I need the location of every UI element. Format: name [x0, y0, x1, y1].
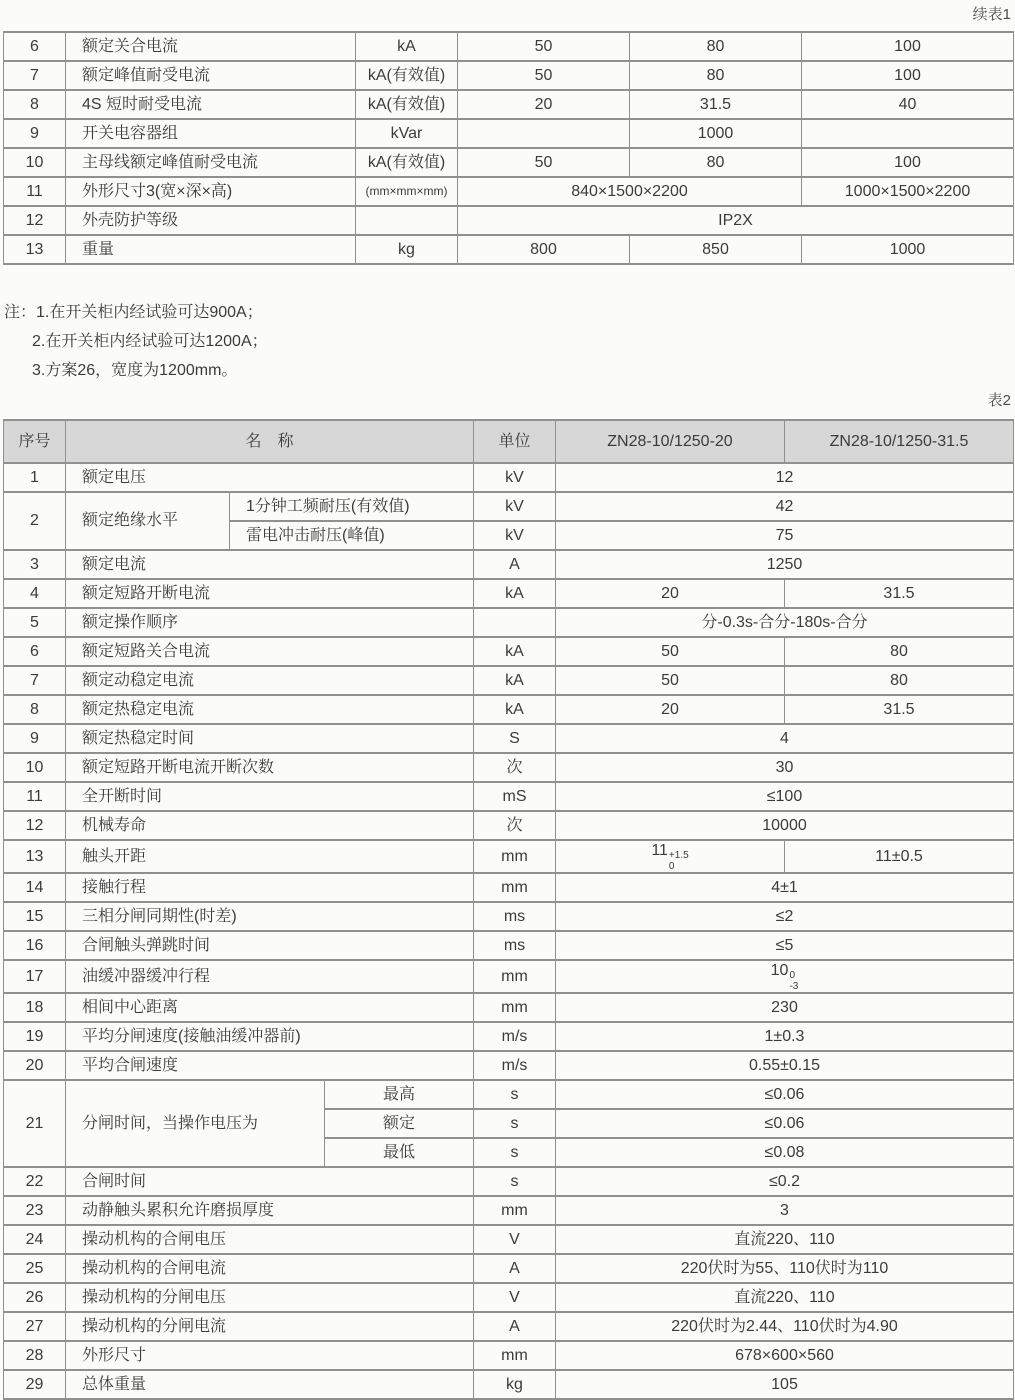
value-cell: 105 [556, 1370, 1014, 1399]
unit-cell: kV [474, 463, 556, 492]
table-row [4, 579, 1014, 608]
name-cell: 外形尺寸 [66, 1341, 474, 1370]
row-index-cell: 1 [4, 463, 66, 492]
table1-body [4, 32, 1014, 264]
value-cell: 220伏时为2.44、110伏时为4.90 [556, 1312, 1014, 1341]
note-line-3: 3.方案26，宽度为1200mm。 [32, 362, 238, 379]
row-index-cell: 29 [4, 1370, 66, 1399]
name-cell: 雷电冲击耐压(峰值) [230, 521, 474, 550]
name-cell: 额定热稳定时间 [66, 724, 474, 753]
note-line-2: 2.在开关柜内经试验可达1200A； [32, 333, 268, 350]
unit-cell: mm [474, 1196, 556, 1225]
unit-cell: mm [474, 960, 556, 993]
value-cell: 840×1500×2200 [458, 177, 802, 206]
row-index-cell: 9 [4, 724, 66, 753]
row-index-cell: 13 [4, 840, 66, 873]
unit-cell: A [474, 550, 556, 579]
row-index-cell: 2 [4, 492, 66, 550]
unit-cell: kA(有效值) [356, 148, 458, 177]
unit-cell: kA(有效值) [356, 90, 458, 119]
note-line-1: 注：1.在开关柜内经试验可达900A； [4, 304, 263, 321]
name-cell: 外形尺寸3(宽×深×高) [66, 177, 356, 206]
value-cell: 42 [556, 492, 1014, 521]
unit-cell: s [474, 1109, 556, 1138]
value-cell: 100 [802, 32, 1014, 61]
unit-cell: mS [474, 782, 556, 811]
name-cell: 操动机构的分闸电流 [66, 1312, 474, 1341]
row-index-cell: 24 [4, 1225, 66, 1254]
name-cell: 三相分闸同期性(时差) [66, 902, 474, 931]
name-cell: 额定热稳定电流 [66, 695, 474, 724]
name-cell: 机械寿命 [66, 811, 474, 840]
name-cell: 油缓冲器缓冲行程 [66, 960, 474, 993]
row-index-cell: 28 [4, 1341, 66, 1370]
value-cell: 12 [556, 463, 1014, 492]
table-row [4, 463, 1014, 492]
value-cell: ≤0.08 [556, 1138, 1014, 1167]
tolerance-stack: +1.5 0 [668, 850, 689, 872]
row-index-cell: 8 [4, 695, 66, 724]
value-cell: ≤0.06 [556, 1109, 1014, 1138]
tolerance-stack: 0 -3 [789, 970, 799, 992]
unit-cell: kA [474, 637, 556, 666]
table-row [4, 960, 1014, 993]
row-index-cell: 11 [4, 782, 66, 811]
row-index-cell: 25 [4, 1254, 66, 1283]
value-cell: 800 [458, 235, 630, 264]
table-row [4, 993, 1014, 1022]
value-cell: 678×600×560 [556, 1341, 1014, 1370]
name-cell: 开关电容器组 [66, 119, 356, 148]
value-cell: 20 [556, 579, 785, 608]
table-row [4, 119, 1014, 148]
row-index-cell: 27 [4, 1312, 66, 1341]
name-cell: 合闸触头弹跳时间 [66, 931, 474, 960]
unit-cell: A [474, 1254, 556, 1283]
value-cell: 1±0.3 [556, 1022, 1014, 1051]
table-row [4, 1080, 1014, 1109]
row-index-cell: 4 [4, 579, 66, 608]
value-cell: 31.5 [630, 90, 802, 119]
value-cell: 分-0.3s-合分-180s-合分 [556, 608, 1014, 637]
table-row [4, 1370, 1014, 1399]
table-row [4, 608, 1014, 637]
value-cell: ≤5 [556, 931, 1014, 960]
name-cell: 合闸时间 [66, 1167, 474, 1196]
value-cell: IP2X [458, 206, 1014, 235]
name-cell: 主母线额定峰值耐受电流 [66, 148, 356, 177]
value-cell: 50 [458, 32, 630, 61]
value-cell: 31.5 [785, 695, 1014, 724]
table-row [4, 550, 1014, 579]
row-index-cell: 12 [4, 206, 66, 235]
unit-cell: mm [474, 873, 556, 902]
name-cell: 操动机构的合闸电流 [66, 1254, 474, 1283]
table-row [4, 1051, 1014, 1080]
value-cell: 220伏时为55、110伏时为110 [556, 1254, 1014, 1283]
name-cell: 外壳防护等级 [66, 206, 356, 235]
row-index-cell: 19 [4, 1022, 66, 1051]
table-row [4, 695, 1014, 724]
table-row [4, 1341, 1014, 1370]
column-header-cell: ZN28-10/1250-31.5 [785, 420, 1014, 463]
name-cell: 额定关合电流 [66, 32, 356, 61]
row-index-cell: 9 [4, 119, 66, 148]
table-row [4, 1283, 1014, 1312]
unit-cell: V [474, 1283, 556, 1312]
value-cell: 50 [458, 148, 630, 177]
unit-cell: kV [474, 521, 556, 550]
name-cell: 操动机构的分闸电压 [66, 1283, 474, 1312]
table-row [4, 235, 1014, 264]
name-cell: 全开断时间 [66, 782, 474, 811]
row-index-cell: 26 [4, 1283, 66, 1312]
name-cell: 平均分闸速度(接触油缓冲器前) [66, 1022, 474, 1051]
unit-cell: kA [474, 579, 556, 608]
value-cell: 850 [630, 235, 802, 264]
name-cell: 1分钟工频耐压(有效值) [230, 492, 474, 521]
unit-cell: m/s [474, 1051, 556, 1080]
value-cell: 直流220、110 [556, 1225, 1014, 1254]
value-cell: 40 [802, 90, 1014, 119]
table-row [4, 1254, 1014, 1283]
unit-cell: 次 [474, 811, 556, 840]
name-cell: 重量 [66, 235, 356, 264]
table-row [4, 782, 1014, 811]
name-cell: 动静触头累积允许磨损厚度 [66, 1196, 474, 1225]
table-row [4, 902, 1014, 931]
row-index-cell: 20 [4, 1051, 66, 1080]
table2-head [4, 420, 1014, 463]
row-index-cell: 5 [4, 608, 66, 637]
value-cell: 4±1 [556, 873, 1014, 902]
name-cell: 平均合闸速度 [66, 1051, 474, 1080]
row-index-cell: 12 [4, 811, 66, 840]
table-row [4, 873, 1014, 902]
unit-cell: kVar [356, 119, 458, 148]
value-cell: 50 [556, 666, 785, 695]
value-cell: 3 [556, 1196, 1014, 1225]
value-cell: 10 0 -3 [556, 960, 1014, 993]
value-cell: 20 [556, 695, 785, 724]
name-cell: 分闸时间，当操作电压为 [66, 1080, 325, 1167]
unit-cell [356, 206, 458, 235]
value-cell: 11 +1.5 0 [556, 840, 785, 873]
value-cell: 1250 [556, 550, 1014, 579]
value-cell: 31.5 [785, 579, 1014, 608]
value-cell: 20 [458, 90, 630, 119]
value-cell: 11±0.5 [785, 840, 1014, 873]
table-row [4, 1312, 1014, 1341]
unit-cell: m/s [474, 1022, 556, 1051]
column-header-cell: 序号 [4, 420, 66, 463]
table-row [4, 492, 1014, 521]
table-row [4, 753, 1014, 782]
value-cell: 50 [458, 61, 630, 90]
value-cell: 0.55±0.15 [556, 1051, 1014, 1080]
name-cell: 4S 短时耐受电流 [66, 90, 356, 119]
name-cell: 接触行程 [66, 873, 474, 902]
table-row [4, 1167, 1014, 1196]
unit-cell: kg [356, 235, 458, 264]
unit-cell: ms [474, 902, 556, 931]
unit-cell: kA [356, 32, 458, 61]
value-cell: ≤100 [556, 782, 1014, 811]
value-cell: 最高 [325, 1080, 474, 1109]
name-cell: 额定短路开断电流开断次数 [66, 753, 474, 782]
table-row [4, 666, 1014, 695]
table-row [4, 148, 1014, 177]
unit-cell: 次 [474, 753, 556, 782]
table-row [4, 1196, 1014, 1225]
value-cell: 230 [556, 993, 1014, 1022]
value-cell: 80 [630, 61, 802, 90]
row-index-cell: 14 [4, 873, 66, 902]
value-cell: 100 [802, 61, 1014, 90]
value-cell: 30 [556, 753, 1014, 782]
value-cell: 80 [630, 148, 802, 177]
row-index-cell: 22 [4, 1167, 66, 1196]
name-cell: 额定电流 [66, 550, 474, 579]
unit-cell: mm [474, 840, 556, 873]
value-cell: 75 [556, 521, 1014, 550]
table-row [4, 206, 1014, 235]
table-row [4, 90, 1014, 119]
name-cell: 额定峰值耐受电流 [66, 61, 356, 90]
row-index-cell: 18 [4, 993, 66, 1022]
value-cell: 80 [785, 637, 1014, 666]
row-index-cell: 10 [4, 753, 66, 782]
table-row [4, 637, 1014, 666]
name-cell: 额定电压 [66, 463, 474, 492]
row-index-cell: 8 [4, 90, 66, 119]
unit-cell: s [474, 1167, 556, 1196]
value-cell: 1000 [630, 119, 802, 148]
column-header-cell: 单位 [474, 420, 556, 463]
row-index-cell: 6 [4, 32, 66, 61]
table-row [4, 724, 1014, 753]
name-cell: 额定短路关合电流 [66, 637, 474, 666]
value-cell: 1000×1500×2200 [802, 177, 1014, 206]
unit-cell: kA [474, 666, 556, 695]
name-cell: 额定动稳定电流 [66, 666, 474, 695]
value-cell: 1000 [802, 235, 1014, 264]
row-index-cell: 13 [4, 235, 66, 264]
value-cell: ≤0.2 [556, 1167, 1014, 1196]
header-row [4, 420, 1014, 463]
value-cell: 额定 [325, 1109, 474, 1138]
row-index-cell: 23 [4, 1196, 66, 1225]
row-index-cell: 10 [4, 148, 66, 177]
name-cell: 相间中心距离 [66, 993, 474, 1022]
column-header-cell: 名 称 [66, 420, 474, 463]
name-cell: 操动机构的合闸电压 [66, 1225, 474, 1254]
value-cell: 4 [556, 724, 1014, 753]
table-row [4, 1225, 1014, 1254]
row-index-cell: 7 [4, 61, 66, 90]
table-row [4, 840, 1014, 873]
unit-cell: mm [474, 993, 556, 1022]
row-index-cell: 17 [4, 960, 66, 993]
name-cell: 额定绝缘水平 [66, 492, 230, 550]
table2-caption: 表2 [987, 392, 1011, 409]
unit-cell: (mm×mm×mm) [356, 177, 458, 206]
name-cell: 触头开距 [66, 840, 474, 873]
row-index-cell: 7 [4, 666, 66, 695]
value-cell: 10000 [556, 811, 1014, 840]
value-cell: 最低 [325, 1138, 474, 1167]
unit-cell: s [474, 1080, 556, 1109]
row-index-cell: 21 [4, 1080, 66, 1167]
unit-cell: ms [474, 931, 556, 960]
row-index-cell: 16 [4, 931, 66, 960]
table1-caption: 续表1 [972, 6, 1011, 23]
table-row [4, 811, 1014, 840]
value-cell: 直流220、110 [556, 1283, 1014, 1312]
value-cell: ≤2 [556, 902, 1014, 931]
name-cell: 额定短路开断电流 [66, 579, 474, 608]
value-cell: 50 [556, 637, 785, 666]
table-row [4, 1022, 1014, 1051]
row-index-cell: 3 [4, 550, 66, 579]
unit-cell: kV [474, 492, 556, 521]
row-index-cell: 11 [4, 177, 66, 206]
column-header-cell: ZN28-10/1250-20 [556, 420, 785, 463]
value-cell [458, 119, 630, 148]
unit-cell: S [474, 724, 556, 753]
unit-cell: kg [474, 1370, 556, 1399]
row-index-cell: 15 [4, 902, 66, 931]
unit-cell: A [474, 1312, 556, 1341]
unit-cell: kA [474, 695, 556, 724]
value-cell: 80 [785, 666, 1014, 695]
table-row [4, 931, 1014, 960]
table-row [4, 177, 1014, 206]
unit-cell: mm [474, 1341, 556, 1370]
spec-table-2 [3, 419, 1014, 1400]
continued-spec-table-1 [3, 31, 1014, 265]
unit-cell: kA(有效值) [356, 61, 458, 90]
table-row [4, 32, 1014, 61]
unit-cell [474, 608, 556, 637]
row-index-cell: 6 [4, 637, 66, 666]
name-cell: 额定操作顺序 [66, 608, 474, 637]
value-cell: ≤0.06 [556, 1080, 1014, 1109]
unit-cell: V [474, 1225, 556, 1254]
name-cell: 总体重量 [66, 1370, 474, 1399]
value-cell [802, 119, 1014, 148]
unit-cell: s [474, 1138, 556, 1167]
table-row [4, 61, 1014, 90]
value-cell: 100 [802, 148, 1014, 177]
notes-block [4, 298, 1013, 385]
table2-body [4, 463, 1014, 1399]
value-cell: 80 [630, 32, 802, 61]
